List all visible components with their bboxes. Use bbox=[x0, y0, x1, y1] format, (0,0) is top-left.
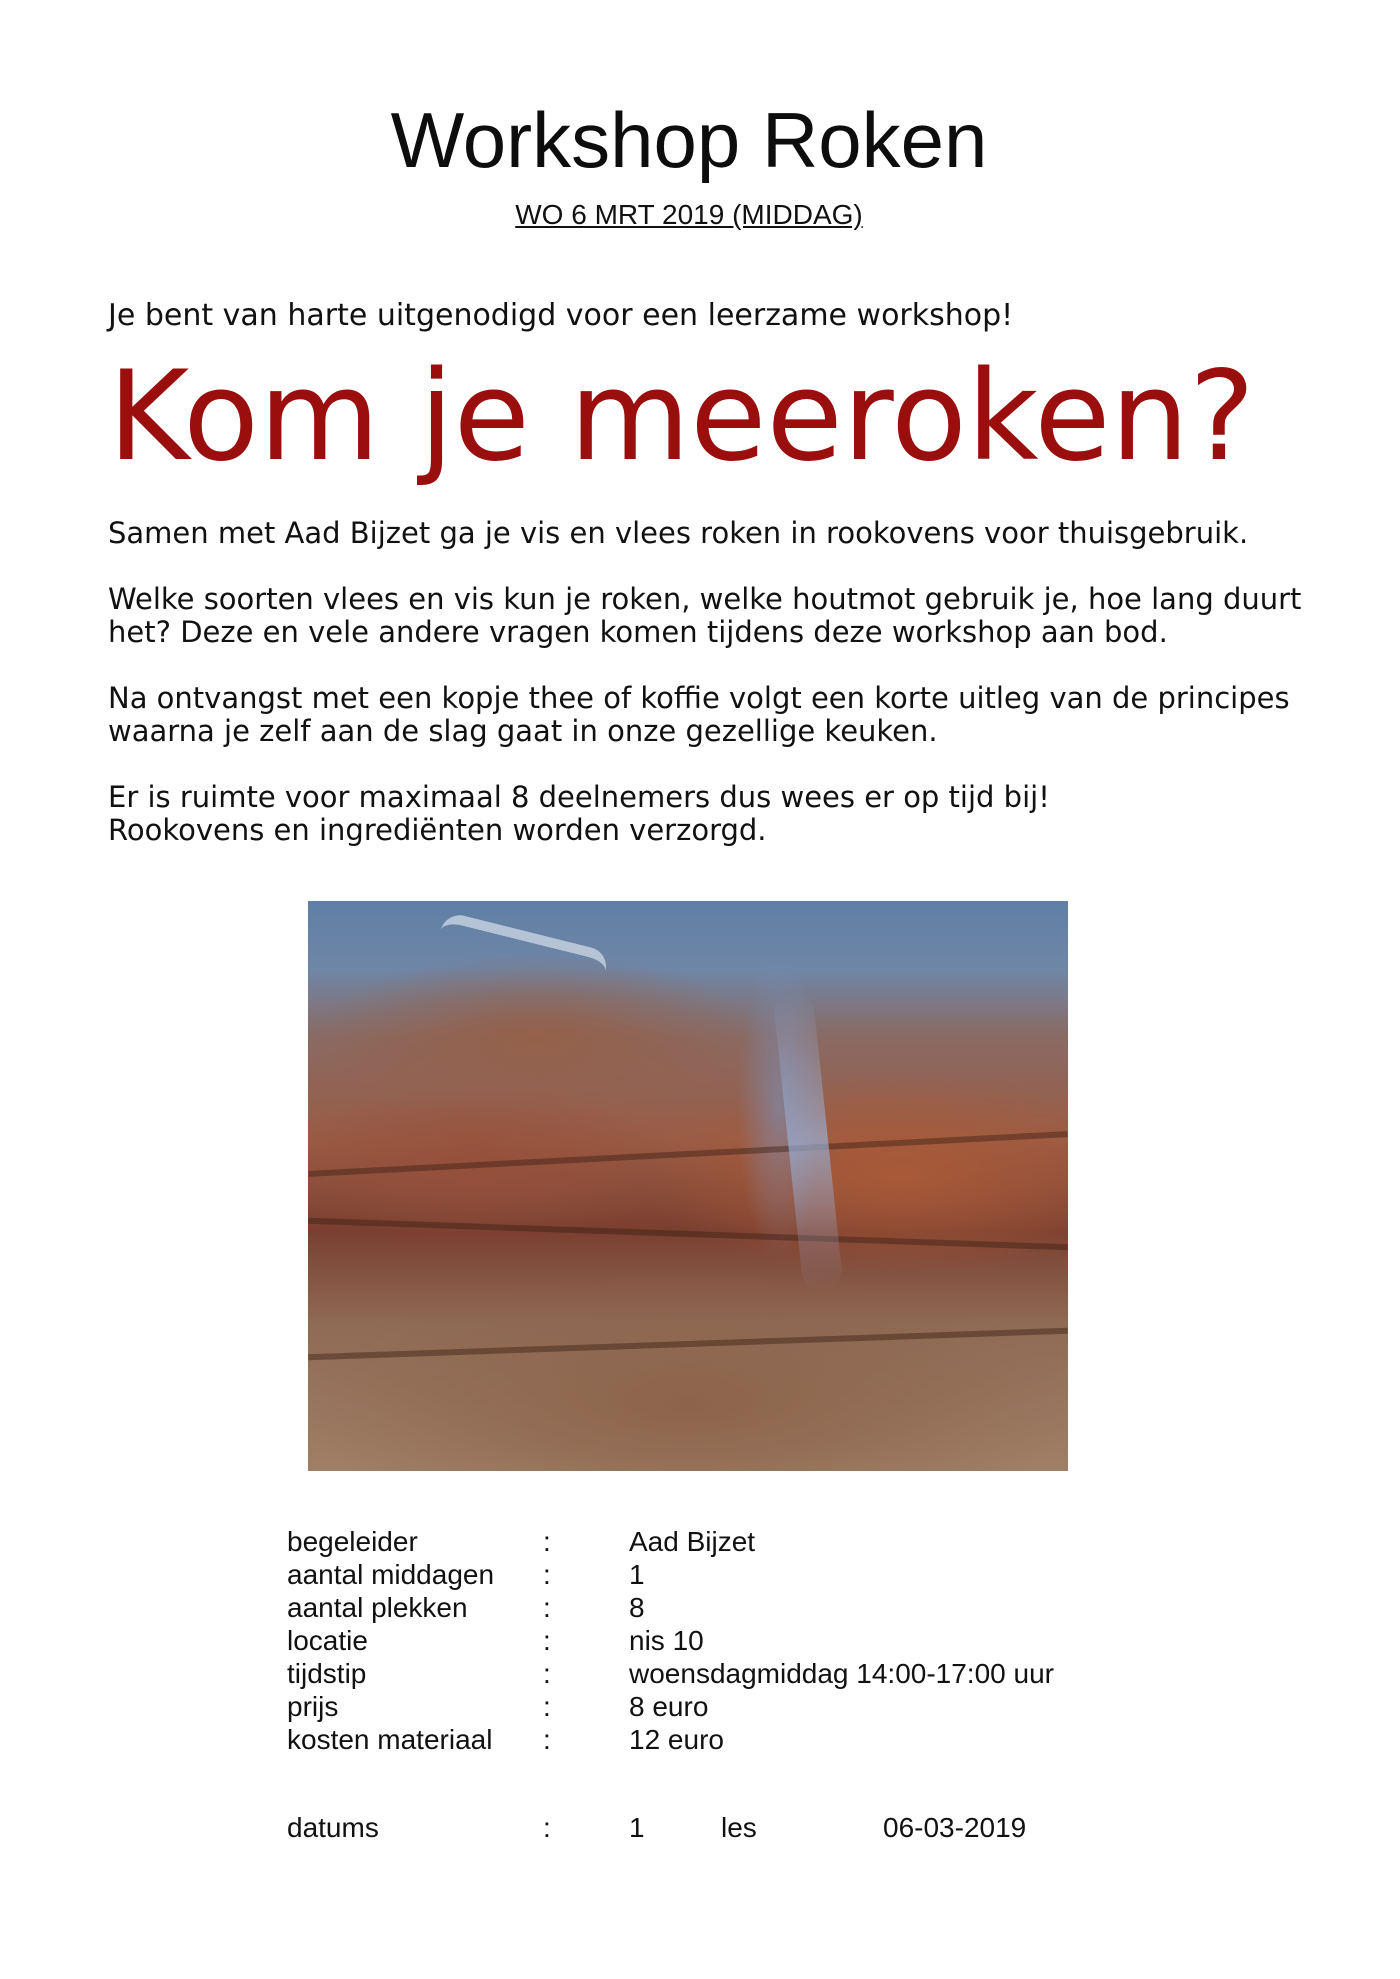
detail-value: 8 bbox=[629, 1592, 645, 1623]
invitation-text: Je bent van harte uitgenodigd voor een leerzame workshop! bbox=[108, 298, 1014, 333]
lesson-date: 06-03-2019 bbox=[883, 1812, 1027, 1843]
headline: Kom je meeroken? bbox=[108, 345, 1255, 489]
detail-value: woensdagmiddag 14:00-17:00 uur bbox=[629, 1658, 1054, 1689]
grill-mark bbox=[308, 1131, 1067, 1177]
detail-label: aantal middagen bbox=[287, 1559, 495, 1590]
detail-label: aantal plekken bbox=[287, 1592, 468, 1623]
lesson-unit: les bbox=[721, 1812, 757, 1843]
detail-value: nis 10 bbox=[629, 1625, 704, 1656]
tongs-shape bbox=[436, 911, 611, 991]
detail-value: 1 bbox=[629, 1559, 645, 1590]
dates-separator: : bbox=[543, 1812, 551, 1843]
page-title: Workshop Roken bbox=[390, 96, 988, 184]
detail-value: Aad Bijzet bbox=[629, 1526, 756, 1557]
detail-value: 12 euro bbox=[629, 1724, 724, 1755]
detail-label: begeleider bbox=[287, 1526, 418, 1557]
detail-separator: : bbox=[543, 1658, 551, 1689]
detail-separator: : bbox=[543, 1691, 551, 1722]
detail-value: 8 euro bbox=[629, 1691, 709, 1722]
intro-paragraph: Samen met Aad Bijzet ga je vis en vlees roken in rookovens voor thuisgebruik. bbox=[108, 516, 1249, 550]
dates-row bbox=[287, 1811, 1187, 1844]
detail-label: locatie bbox=[287, 1625, 368, 1656]
detail-separator: : bbox=[543, 1625, 551, 1656]
dates-label: datums bbox=[287, 1812, 379, 1843]
grill-mark bbox=[308, 1218, 1068, 1251]
detail-separator: : bbox=[543, 1526, 551, 1557]
lesson-count: 1 bbox=[629, 1812, 645, 1843]
smoke-shape bbox=[772, 990, 843, 1293]
smoking-meat-photo bbox=[308, 901, 1068, 1471]
program-paragraph: Na ontvangst met een kopje thee of koffie volgt een korte uitleg van de principes waarna je zelf aan de slag gaat in onze gezellige keuken. bbox=[108, 681, 1290, 748]
detail-label: tijdstip bbox=[287, 1658, 367, 1689]
detail-separator: : bbox=[543, 1592, 551, 1623]
questions-paragraph: Welke soorten vlees en vis kun je roken, welke houtmot gebruik je, hoe lang duurt het? Deze en vele andere vragen komen tijdens deze workshop aan bod. bbox=[108, 582, 1302, 649]
grill-mark bbox=[308, 1328, 1068, 1361]
capacity-paragraph: Er is ruimte voor maximaal 8 deelnemers dus wees er op tijd bij! Rookovens en ingrediënten worden verzorgd. bbox=[108, 780, 1050, 847]
event-date-subtitle: WO 6 MRT 2019 (MIDDAG) bbox=[515, 199, 863, 230]
detail-separator: : bbox=[543, 1724, 551, 1755]
detail-label: prijs bbox=[287, 1691, 339, 1722]
detail-label: kosten materiaal bbox=[287, 1724, 493, 1755]
detail-separator: : bbox=[543, 1559, 551, 1590]
